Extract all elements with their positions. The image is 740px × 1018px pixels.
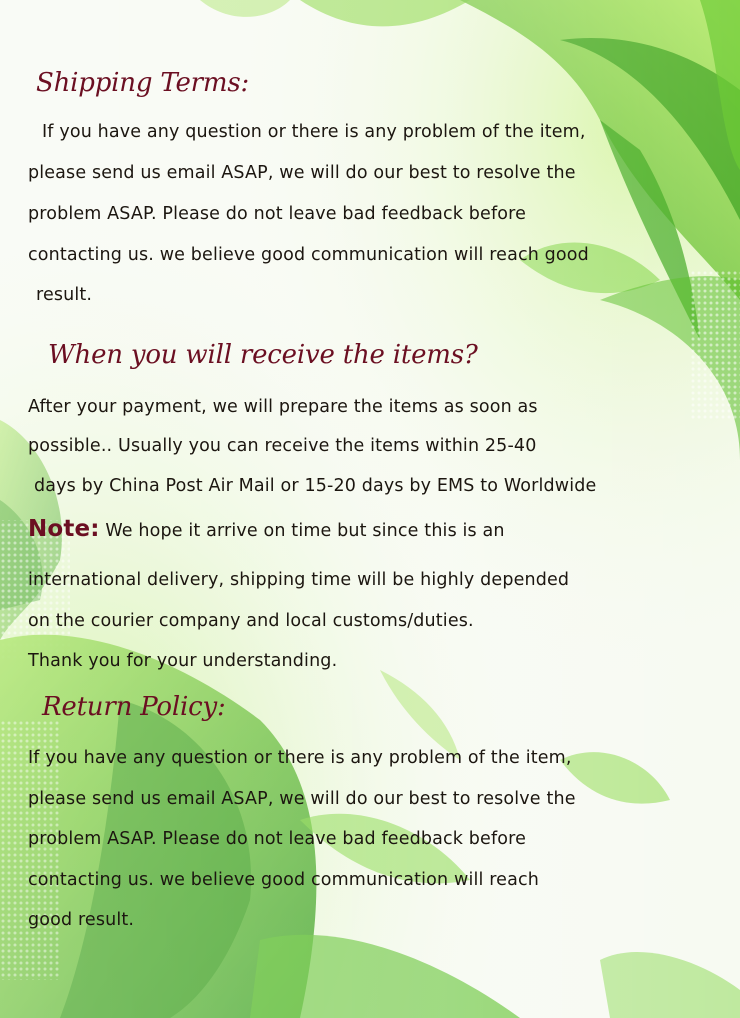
return-policy-line-2: please send us email ASAP, we will do our best to resolve the [28,789,576,809]
return-policy-line-5: good result. [28,910,135,930]
delivery-line-1: After your payment, we will prepare the items as soon as [28,397,538,417]
return-policy-line-3: problem ASAP. Please do not leave bad feedback before [28,829,527,849]
return-policy-line-1: If you have any question or there is any problem of the item, [28,748,572,768]
shipping-terms-line-5: result. [36,285,93,305]
note-line-3: on the courier company and local customs/duties. [28,611,474,631]
note-text: We hope it arrive on time but since this is an [105,521,505,541]
note-first-line [28,516,505,542]
shipping-terms-heading: Shipping Terms: [36,68,250,98]
shipping-terms-line-4: contacting us. we believe good communication will reach good [28,245,589,265]
note-label: Note: [28,516,100,542]
return-policy-line-4: contacting us. we believe good communication will reach [28,870,539,890]
delivery-line-2: possible.. Usually you can receive the items within 25-40 [28,436,537,456]
note-line-4: Thank you for your understanding. [28,651,338,671]
shipping-terms-line-2: please send us email ASAP, we will do our best to resolve the [28,163,576,183]
return-policy-heading: Return Policy: [42,692,226,722]
shipping-terms-line-1: If you have any question or there is any problem of the item, [42,122,586,142]
note-line-2: international delivery, shipping time will be highly depended [28,570,570,590]
shipping-terms-line-3: problem ASAP. Please do not leave bad feedback before [28,204,527,224]
delivery-heading: When you will receive the items? [48,340,478,370]
delivery-line-3: days by China Post Air Mail or 15-20 days by EMS to Worldwide [34,476,597,496]
